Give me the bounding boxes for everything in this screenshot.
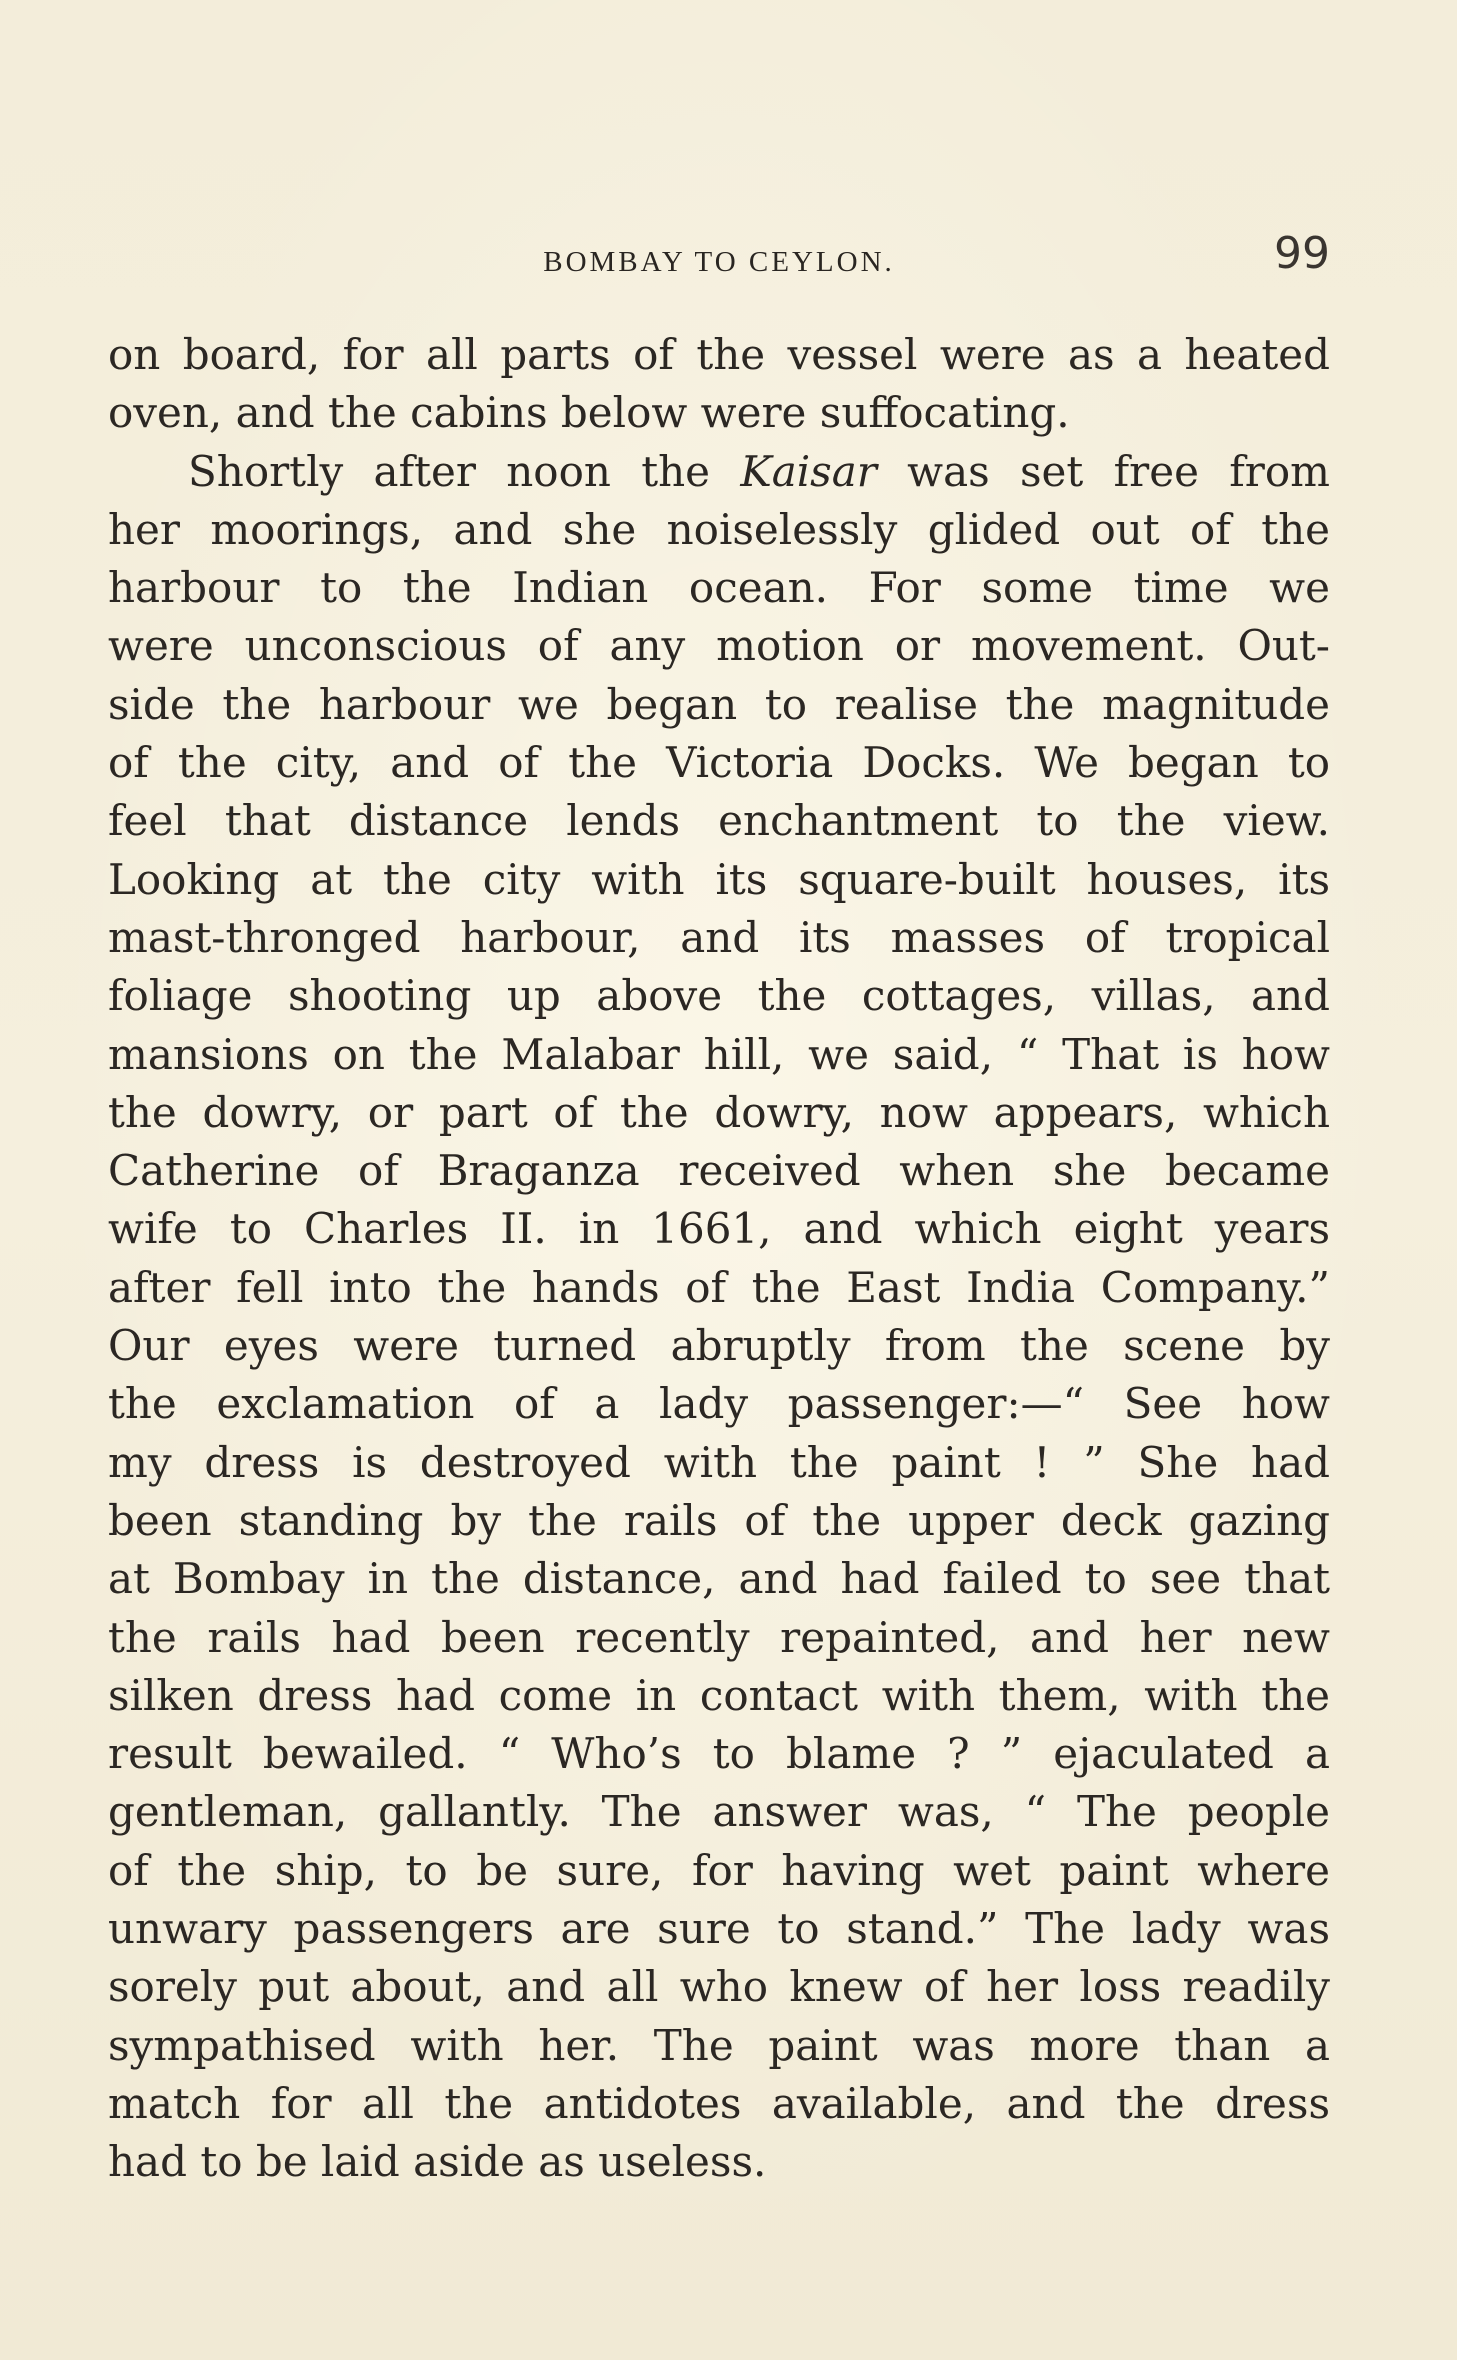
text-line: of the city, and of the Victoria Docks. We began to — [108, 738, 1330, 788]
text-run: was set free from — [876, 446, 1330, 496]
text-line: sympathised with her. The paint was more than a — [108, 2020, 1330, 2070]
text-line: after fell into the hands of the East India Company.” — [108, 1262, 1330, 1312]
text-line: mast-thronged harbour, and its masses of tropical — [108, 912, 1330, 962]
text-line: gentleman, gallantly. The answer was, “ The people — [108, 1787, 1330, 1837]
text-line: Our eyes were turned abruptly from the scene by — [108, 1321, 1330, 1371]
body-text — [108, 326, 1330, 2192]
text-line-paragraph-start — [108, 443, 1330, 501]
text-line: Catherine of Braganza received when she became — [108, 1146, 1330, 1196]
text-line: been standing by the rails of the upper deck gazing — [108, 1495, 1330, 1545]
text-line: my dress is destroyed with the paint ! ” She had — [108, 1437, 1330, 1487]
text-line: feel that distance lends enchantment to the view. — [108, 796, 1330, 846]
text-line: match for all the antidotes available, and the dress — [108, 2078, 1330, 2128]
text-line: foliage shooting up above the cottages, villas, and — [108, 971, 1330, 1021]
text-line: were unconscious of any motion or movement. Out- — [108, 621, 1330, 671]
text-line: the exclamation of a lady passenger:—“ See how — [108, 1379, 1330, 1429]
text-line: mansions on the Malabar hill, we said, “ That is how — [108, 1029, 1330, 1079]
text-line: oven, and the cabins below were suffocating. — [108, 388, 1070, 438]
text-line: result bewailed. “ Who’s to blame ? ” ejaculated a — [108, 1729, 1330, 1779]
text-run: Shortly after noon the — [188, 446, 741, 496]
text-line: side the harbour we began to realise the magnitude — [108, 679, 1330, 729]
text-line: on board, for all parts of the vessel were as a heated — [108, 330, 1330, 379]
page-number: 99 — [1274, 228, 1330, 279]
text-line: at Bombay in the distance, and had failed to see that — [108, 1554, 1330, 1604]
ship-name: Kaisar — [740, 446, 877, 496]
text-line: wife to Charles II. in 1661, and which eight years — [108, 1204, 1330, 1254]
text-line: silken dress had come in contact with them, with the — [108, 1670, 1330, 1720]
text-line: the rails had been recently repainted, and her new — [108, 1612, 1330, 1662]
text-line: the dowry, or part of the dowry, now appears, which — [108, 1087, 1330, 1137]
running-title: BOMBAY TO CEYLON. — [543, 246, 895, 278]
text-line: her moorings, and she noiselessly glided out of the — [108, 504, 1330, 554]
text-line: harbour to the Indian ocean. For some time we — [108, 563, 1330, 613]
text-line: Looking at the city with its square-built houses, its — [108, 854, 1330, 904]
text-line: had to be laid aside as useless. — [108, 2137, 767, 2187]
running-head — [108, 226, 1330, 286]
text-line: of the ship, to be sure, for having wet paint where — [108, 1845, 1330, 1895]
text-line: unwary passengers are sure to stand.” The lady was — [108, 1904, 1330, 1954]
text-line: sorely put about, and all who knew of her loss readily — [108, 1962, 1330, 2012]
